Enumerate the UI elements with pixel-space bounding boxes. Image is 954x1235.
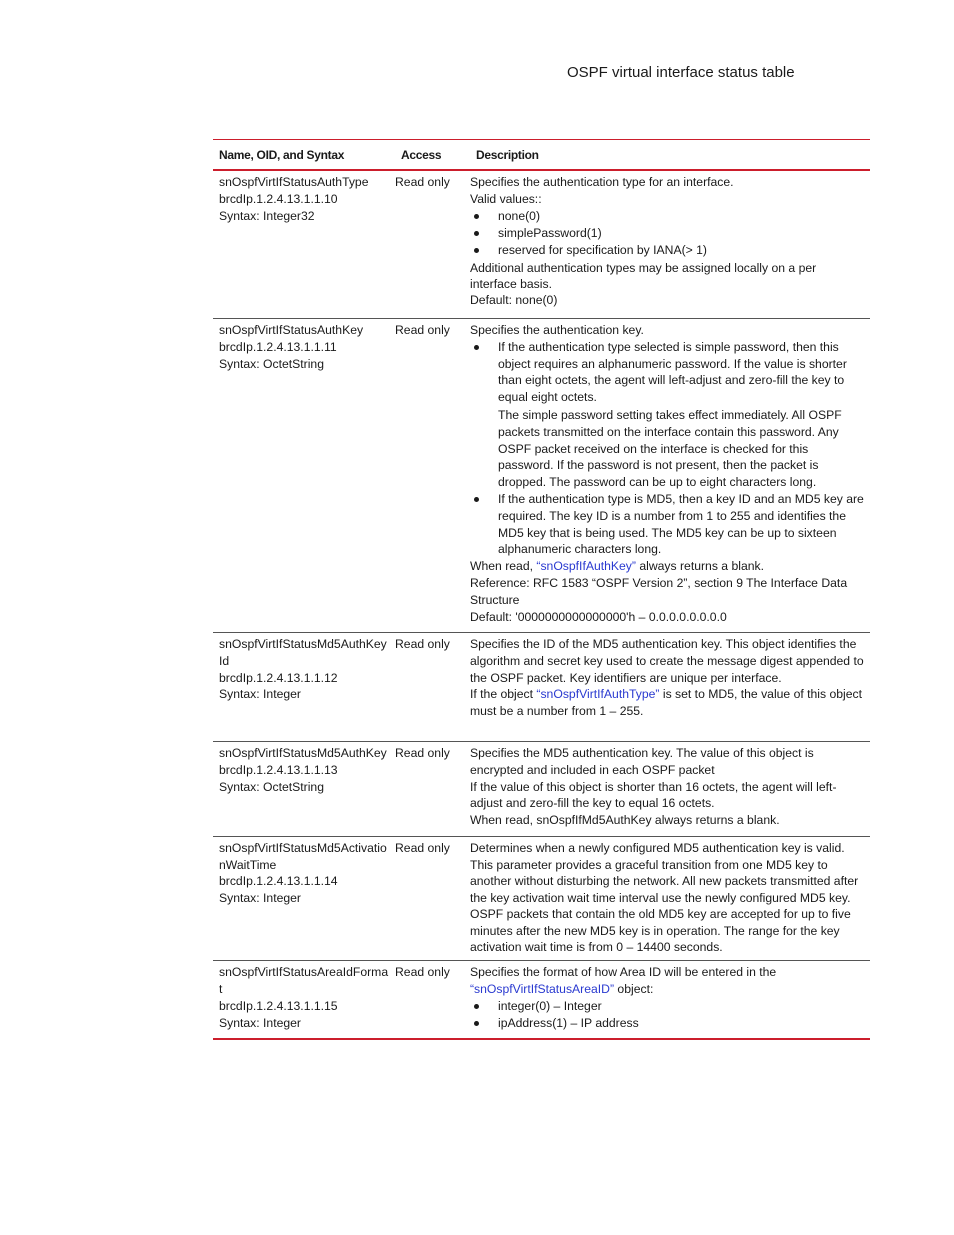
bullet-subparagraph: The simple password setting takes effect immediately. All OSPF packets transmitted on the interface contain this password. Any OSPF packet received on the interface is checked for this password. If the password is not present, then the packet is dropped. The password can be up to eight characters long. xyxy=(498,407,842,490)
access-cell: Read only xyxy=(395,965,450,979)
description-text: Default: '0000000000000000'h – 0.0.0.0.0.0.0.0 xyxy=(470,609,727,624)
text-span: is set to MD5, the value of this object must be a number from 1 – 255. xyxy=(470,687,863,719)
object-syntax: Syntax: OctetString xyxy=(219,356,324,371)
description-text: Specifies the ID of the MD5 authentication key. This object identifies the algorithm and secret key used to create the message digest appended to the OSPF packet. Key identifiers are unique per interface. xyxy=(470,637,864,685)
object-cell xyxy=(213,840,395,960)
description-cell xyxy=(470,322,870,632)
access-cell: Read only xyxy=(395,841,450,855)
access-cell: Read only xyxy=(395,637,450,651)
object-oid: brcdIp.1.2.4.13.1.1.12 xyxy=(219,670,338,685)
object-cell xyxy=(213,174,395,318)
description-cell xyxy=(470,636,870,741)
table-row xyxy=(213,742,870,837)
object-syntax: Syntax: Integer xyxy=(219,890,301,905)
cross-reference-link[interactable]: “snOspfVirtIfAuthType” xyxy=(536,687,660,702)
table-row xyxy=(213,319,870,633)
description-text: Specifies the MD5 authentication key. The value of this object is encrypted and included in each OSPF packet xyxy=(470,746,814,777)
object-oid: brcdIp.1.2.4.13.1.1.13 xyxy=(219,762,338,777)
table-row xyxy=(213,633,870,742)
description-text: Determines when a newly configured MD5 authentication key is valid. This parameter provides a graceful transition from one MD5 key to another without disturbing the network. All new packets transmitted after the key activation wait time interval use the newly configured MD5 key. OSPF packets that contain the old MD5 key are accepted for up to five minutes after the new MD5 key is in operation. The range for the key activation wait time is from 0 – 14400 seconds. xyxy=(470,841,859,954)
object-syntax: Syntax: OctetString xyxy=(219,779,324,794)
access-cell: Read only xyxy=(395,323,450,337)
description-text xyxy=(470,558,866,575)
object-name: snOspfVirtIfStatusMd5AuthKey xyxy=(219,746,387,760)
table-row xyxy=(213,961,870,1040)
object-oid: brcdIp.1.2.4.13.1.1.11 xyxy=(219,339,337,354)
access-cell: Read only xyxy=(395,175,450,189)
object-oid: brcdIp.1.2.4.13.1.1.14 xyxy=(219,874,338,888)
bullet-item: simplePassword(1) xyxy=(470,225,866,242)
object-cell xyxy=(213,964,395,1038)
bullet-item: integer(0) – Integer xyxy=(470,998,866,1015)
description-text: Default: none(0) xyxy=(470,293,558,307)
table-row xyxy=(213,837,870,961)
cross-reference-link[interactable]: “snOspfVirtIfStatusAreaID” xyxy=(470,982,615,996)
description-cell xyxy=(470,964,870,1038)
object-cell xyxy=(213,636,395,741)
object-name: snOspfVirtIfStatusMd5AuthKeyId xyxy=(219,637,387,668)
description-text xyxy=(470,686,866,720)
bullet-item: reserved for specification by IANA(> 1) xyxy=(470,242,866,259)
cross-reference-link[interactable]: “snOspfIfAuthKey” xyxy=(536,559,636,574)
description-cell xyxy=(470,745,870,836)
description-text: Additional authentication types may be assigned locally on a per interface basis. xyxy=(470,261,817,291)
text-span: If the object xyxy=(470,687,537,702)
bullet-item: ipAddress(1) – IP address xyxy=(470,1015,866,1032)
object-name: snOspfVirtIfStatusAuthType xyxy=(219,175,369,189)
text-span: Specifies the format of how Area ID will be entered in the xyxy=(470,965,777,979)
object-cell xyxy=(213,322,395,632)
description-text: Reference: RFC 1583 “OSPF Version 2”, section 9 The Interface Data Structure xyxy=(470,575,848,607)
object-name: snOspfVirtIfStatusAuthKey xyxy=(219,323,364,337)
description-text: Specifies the authentication type for an interface. xyxy=(470,175,734,189)
description-text: If the value of this object is shorter than 16 octets, the agent will left-adjust and zero-fill the key to equal 16 octets. xyxy=(470,779,837,811)
mib-object-table xyxy=(213,139,870,1040)
table-header-row xyxy=(213,140,870,171)
object-oid: brcdIp.1.2.4.13.1.1.10 xyxy=(219,192,338,206)
description-text xyxy=(470,964,866,998)
object-cell xyxy=(213,745,395,836)
object-oid: brcdIp.1.2.4.13.1.1.15 xyxy=(219,999,338,1013)
access-cell: Read only xyxy=(395,746,450,760)
description-text: Specifies the authentication key. xyxy=(470,323,644,337)
description-text: Valid values:: xyxy=(470,192,542,206)
table-row xyxy=(213,171,870,319)
description-cell xyxy=(470,174,870,318)
bullet-item: If the authentication type selected is simple password, then this object requires an alphanumeric password. If the value is shorter than eight octets, the agent will left-adjust and zero-fill the key to equal eight octets. xyxy=(470,339,866,406)
description-text: When read, snOspfIfMd5AuthKey always returns a blank. xyxy=(470,813,780,828)
object-syntax: Syntax: Integer xyxy=(219,1016,301,1030)
column-header-description: Description xyxy=(476,147,539,162)
object-name: snOspfVirtIfStatusAreaIdFormat xyxy=(219,965,389,996)
bullet-item: none(0) xyxy=(470,208,866,225)
column-header-access: Access xyxy=(401,147,442,162)
text-span: object: xyxy=(614,982,654,996)
bullet-item: If the authentication type is MD5, then a key ID and an MD5 key are required. The key ID is a number from 1 to 255 and identifies the MD5 key that is being used. The MD5 key can be up to sixteen alphanumeric characters long. xyxy=(470,491,866,558)
text-span: When read, xyxy=(470,559,537,574)
text-span: always returns a blank. xyxy=(635,559,764,574)
description-cell xyxy=(470,840,870,960)
column-header-name: Name, OID, and Syntax xyxy=(219,147,345,162)
running-header-title: OSPF virtual interface status table xyxy=(567,64,795,81)
object-syntax: Syntax: Integer32 xyxy=(219,209,315,223)
object-syntax: Syntax: Integer xyxy=(219,687,301,702)
object-name: snOspfVirtIfStatusMd5ActivationWaitTime xyxy=(219,841,387,872)
